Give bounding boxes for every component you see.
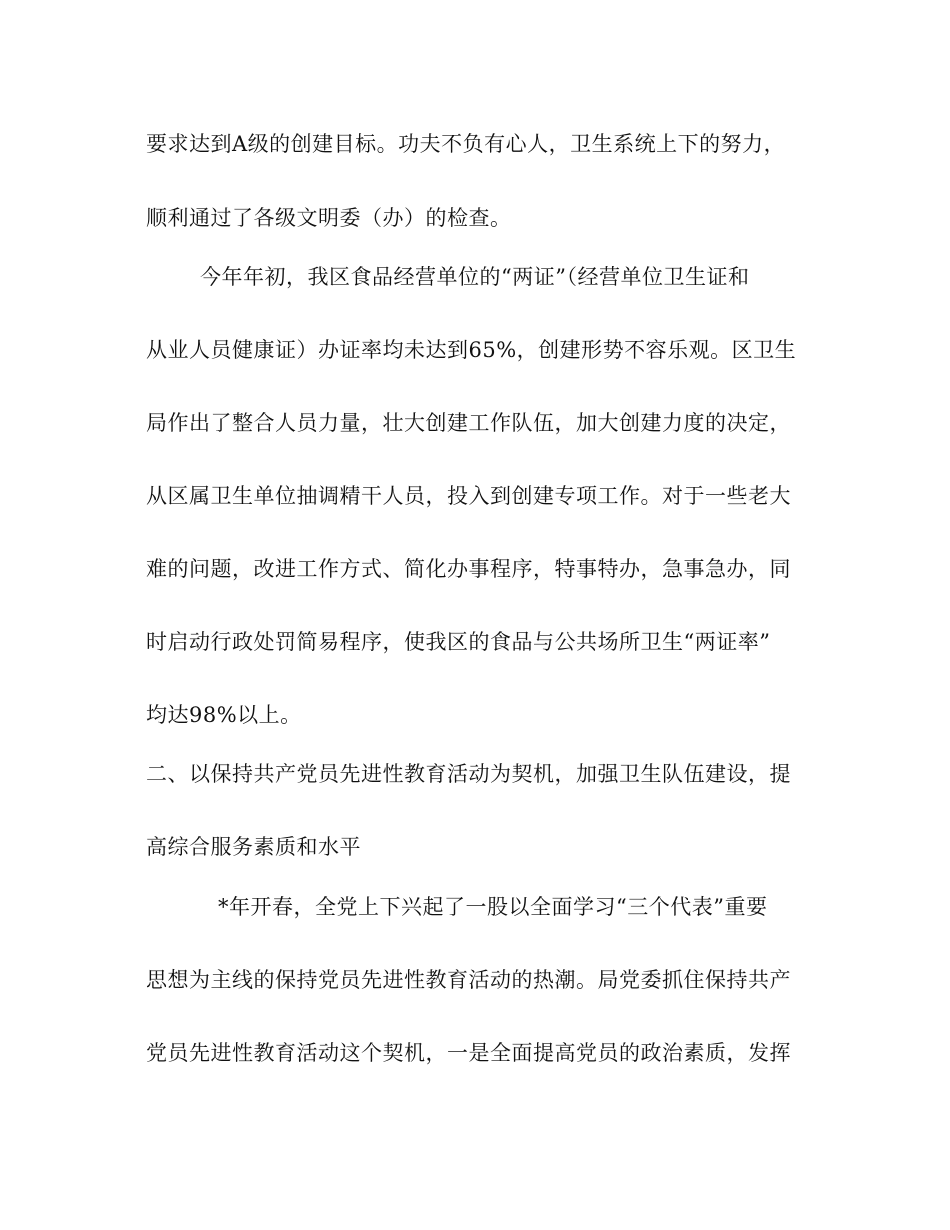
paragraph-first-line: *年开春，全党上下兴起了一股以全面学习“三个代表”重要: [218, 895, 768, 919]
text-line: 均达98%以上。: [146, 703, 302, 727]
text-line: 要求达到A级的创建目标。功夫不负有心人，卫生系统上下的努力，: [146, 132, 786, 156]
text-line: 顺利通过了各级文明委（办）的检查。: [146, 206, 512, 230]
text-line: 党员先进性教育活动这个契机，一是全面提高党员的政治素质，发挥: [146, 1041, 791, 1065]
text-line: 思想为主线的保持党员先进性教育活动的热潮。局党委抓住保持共产: [146, 968, 791, 992]
section-heading: 二、以保持共产党员先进性教育活动为契机，加强卫生队伍建设，提: [146, 762, 791, 786]
text-line: 从业人员健康证）办证率均未达到65%，创建形势不容乐观。区卫生: [146, 338, 797, 362]
text-line: 时启动行政处罚简易程序，使我区的食品与公共场所卫生“两证率”: [146, 630, 771, 654]
paragraph-first-line: 今年年初，我区食品经营单位的“两证”（经营单位卫生证和: [200, 265, 750, 289]
text-line: 从区属卫生单位抽调精干人员，投入到创建专项工作。对于一些老大: [146, 484, 791, 508]
text-line: 局作出了整合人员力量，壮大创建工作队伍，加大创建力度的决定，: [146, 411, 791, 435]
section-heading-continued: 高综合服务素质和水平: [146, 835, 361, 859]
text-line: 难的问题，改进工作方式、简化办事程序，特事特办，急事急办，同: [146, 557, 791, 581]
